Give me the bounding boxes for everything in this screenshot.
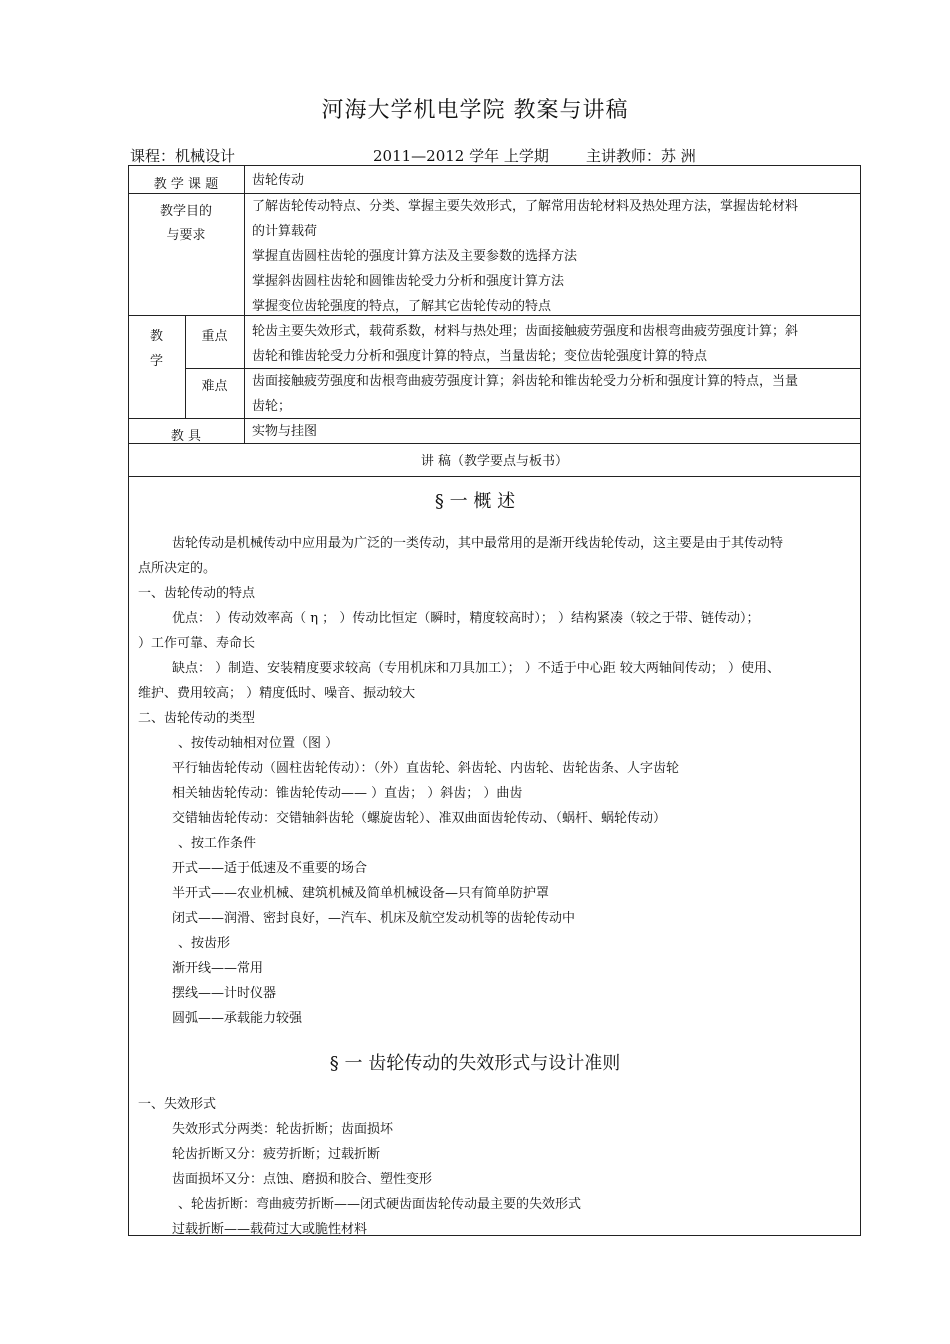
- topic-value: 齿轮传动: [252, 173, 305, 188]
- difficulty-line: 齿面接触疲劳强度和齿根弯曲疲劳强度计算；斜齿轮和锥齿轮受力分析和强度计算的特点，当量: [252, 374, 799, 389]
- key-points-line: 轮齿主要失效形式，载荷系数，材料与热处理；齿面接触疲劳强度和齿根弯曲疲劳强度计算；斜: [252, 324, 799, 339]
- body-text: 过载折断——载荷过大或脆性材料: [172, 1222, 368, 1237]
- key-points-line: 齿轮和锥齿轮受力分析和强度计算的特点，当量齿轮；变位齿轮强度计算的特点: [252, 349, 708, 364]
- table-divider: [128, 476, 861, 477]
- teacher-label: 主讲教师：苏 洲: [586, 147, 696, 165]
- lecture-header: 讲 稿（教学要点与板书）: [420, 454, 569, 469]
- body-text: 平行轴齿轮传动（圆柱齿轮传动）：（外）直齿轮、斜齿轮、内齿轮、齿轮齿条、人字齿轮: [172, 761, 680, 776]
- subheading: 一、齿轮传动的特点: [138, 586, 256, 601]
- body-text: 点所决定的。: [138, 561, 217, 576]
- body-text: 、轮齿折断：弯曲疲劳折断——闭式硬齿面齿轮传动最主要的失效形式: [178, 1197, 582, 1212]
- goal-line: 掌握直齿圆柱齿轮的强度计算方法及主要参数的选择方法: [252, 249, 578, 264]
- section-heading: § 一 齿轮传动的失效形式与设计准则: [329, 1053, 621, 1074]
- tools-label: 教 具: [170, 429, 202, 444]
- key-points-label: 重点: [201, 329, 228, 344]
- body-text: 相关轴齿轮传动：锥齿轮传动—— ）直齿； ）斜齿； ）曲齿: [172, 786, 523, 801]
- table-column-divider: [244, 165, 245, 443]
- body-text: 缺点： ）制造、安装精度要求较高（专用机床和刀具加工）； ）不适于中心距 较大两轴间传动； ）使用、: [172, 661, 781, 676]
- section-heading: § 一 概 述: [434, 491, 516, 512]
- difficulty-line: 齿轮；: [252, 399, 292, 414]
- body-text: 维护、费用较高； ）精度低时、噪音、振动较大: [138, 686, 416, 701]
- body-text: 、按传动轴相对位置（图 ）: [178, 736, 339, 751]
- body-text: 齿面损坏又分：点蚀、磨损和胶合、塑性变形: [172, 1172, 433, 1187]
- goal-line: 的计算载荷: [252, 224, 318, 239]
- body-text: 轮齿折断又分：疲劳折断；过载折断: [172, 1147, 381, 1162]
- teaching-label: 教: [149, 329, 163, 344]
- term-label: 2011—2012 学年 上学期: [373, 147, 549, 165]
- body-text: ）工作可靠、寿命长: [138, 636, 256, 651]
- body-text: 渐开线——常用: [172, 961, 264, 976]
- body-text: 优点： ）传动效率高（ η ； ）传动比恒定（瞬时，精度较高时）； ）结构紧凑（较之于带、链传动）；: [172, 611, 760, 626]
- tools-value: 实物与挂图: [252, 424, 318, 439]
- body-text: 圆弧——承载能力较强: [172, 1011, 303, 1026]
- body-text: 、按工作条件: [178, 836, 257, 851]
- body-text: 开式——适于低速及不重要的场合: [172, 861, 368, 876]
- teaching-label: 学: [149, 354, 163, 369]
- goal-line: 掌握斜齿圆柱齿轮和圆锥齿轮受力分析和强度计算方法: [252, 274, 565, 289]
- goal-line: 掌握变位齿轮强度的特点，了解其它齿轮传动的特点: [252, 299, 552, 314]
- course-label: 课程：机械设计: [130, 147, 236, 165]
- body-text: 齿轮传动是机械传动中应用最为广泛的一类传动，其中最常用的是渐开线齿轮传动，这主要是由于其传动特: [172, 536, 784, 551]
- goal-label: 教学目的: [159, 204, 212, 219]
- subheading: 二、齿轮传动的类型: [138, 711, 256, 726]
- body-text: 交错轴齿轮传动：交错轴斜齿轮（螺旋齿轮）、准双曲面齿轮传动、（蜗杆、蜗轮传动）: [172, 811, 667, 826]
- body-text: 、按齿形: [178, 936, 231, 951]
- goal-label: 与要求: [166, 228, 206, 243]
- body-text: 摆线——计时仪器: [172, 986, 277, 1001]
- page-title: 河海大学机电学院 教案与讲稿: [321, 98, 629, 123]
- difficulty-label: 难点: [201, 379, 228, 394]
- body-text: 失效形式分两类：轮齿折断；齿面损坏: [172, 1122, 394, 1137]
- topic-label: 教 学 课 题: [153, 177, 219, 192]
- body-text: 半开式——农业机械、建筑机械及简单机械设备—只有简单防护罩: [172, 886, 550, 901]
- subheading: 一、失效形式: [138, 1097, 217, 1112]
- body-text: 闭式——润滑、密封良好，—汽车、机床及航空发动机等的齿轮传动中: [172, 911, 576, 926]
- table-divider: [128, 418, 861, 419]
- goal-line: 了解齿轮传动特点、分类、掌握主要失效形式，了解常用齿轮材料及热处理方法，掌握齿轮材料: [252, 199, 799, 214]
